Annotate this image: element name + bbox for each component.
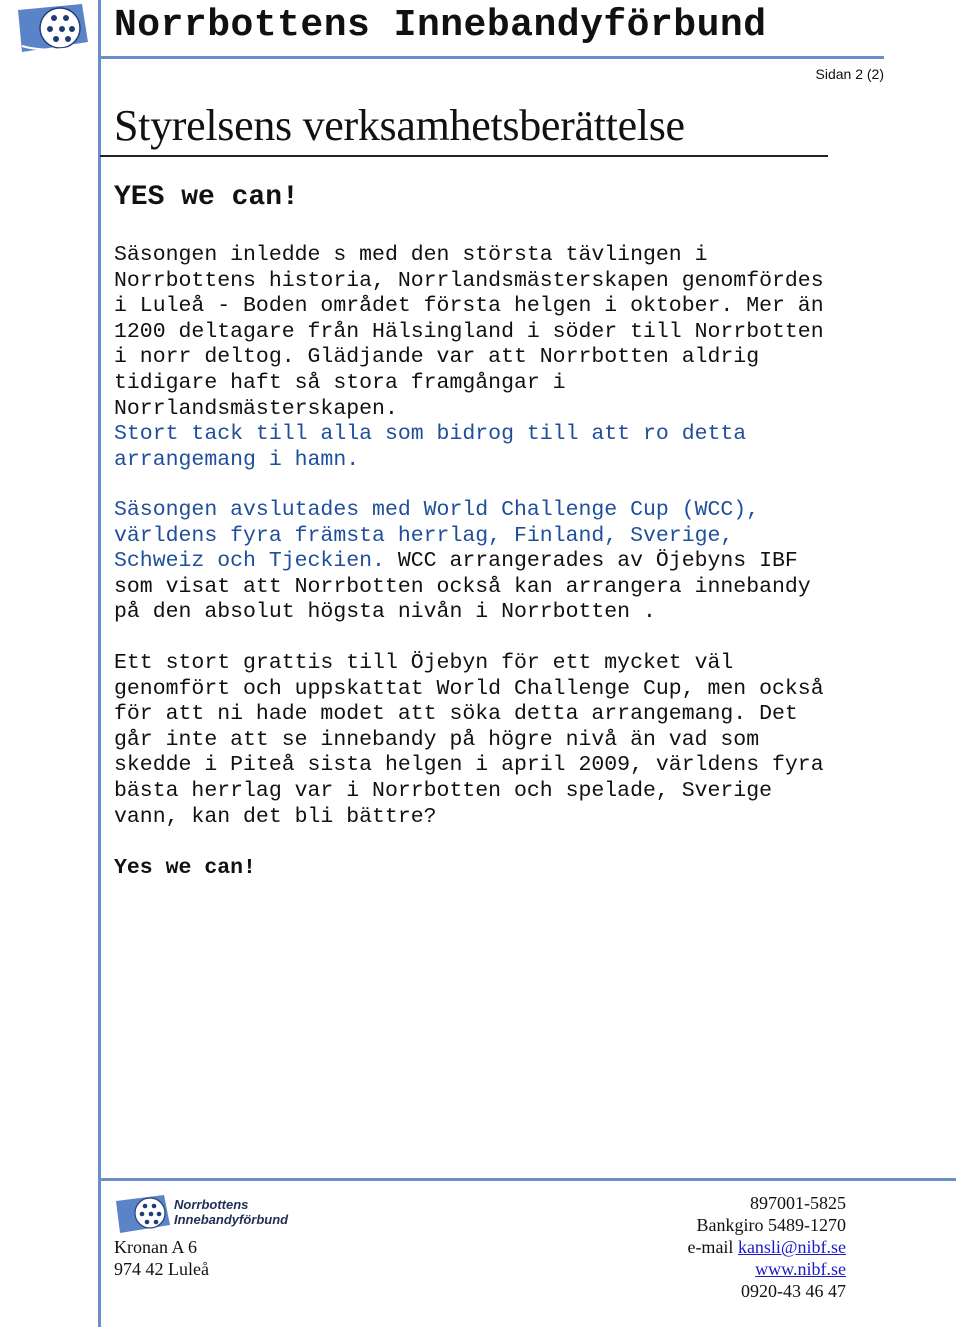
paragraph-wcc <box>114 498 874 626</box>
paragraph-thanks-text: Stort tack till alla som bidrog till att ro detta arrangemang i hamn. <box>114 422 747 472</box>
footer-logo-line2: Innebandyförbund <box>174 1212 289 1227</box>
footer-logo-line1: Norrbottens <box>174 1197 249 1212</box>
organization-title: Norrbottens Innebandyförbund <box>114 4 767 47</box>
address-street: Kronan A 6 <box>114 1237 197 1257</box>
title-underline <box>100 155 828 157</box>
paragraph-wcc-intro: Säsongen avslutades med World Challenge Cup (WCC), världens fyra främsta herrlag, Finland, Sverige, Schweiz och Tjeckien. <box>114 498 760 574</box>
email-label: e-mail <box>687 1237 738 1257</box>
paragraph-text: Säsongen inledde s med den största tävlingen i Norrbottens historia, Norrlandsmästerskapen genomfördes i Luleå - Boden området första helgen i oktober. Mer än 1200 deltagare från Hälsingland i söder till Norrbotten i norr deltog. Glädjande var att Norrbotten aldrig tidigare haft så stora framgångar i Norrlandsmästerskapen. <box>114 243 824 421</box>
paragraph-congratulations: Ett stort grattis till Öjebyn för ett mycket väl genomfört och uppskattat World Challenge Cup, men också för att ni hade modet att söka detta arrangemang. Det går inte att se innebandy på högre nivå än vad som skedde i Piteå sista helgen i april 2009, världens fyra bästa herrlag var i Norrbotten och spelade, Sverige vann, kan det bli bättre? <box>114 651 824 829</box>
federation-logo-icon <box>12 2 90 54</box>
document-title: Styrelsens verksamhetsberättelse <box>114 101 685 150</box>
left-margin-rule <box>98 0 101 1327</box>
email-link[interactable]: kansli@nibf.se <box>737 1237 846 1257</box>
page-number: Sidan 2 (2) <box>815 66 884 82</box>
paragraph-nm-season <box>114 243 874 473</box>
email-line <box>687 1236 846 1258</box>
header-rule <box>98 56 884 59</box>
address-city: 974 42 Luleå <box>114 1259 209 1279</box>
footer-logo <box>114 1193 294 1235</box>
closing-line: Yes we can! <box>114 856 256 880</box>
contact-block <box>687 1192 846 1302</box>
postal-address <box>114 1236 209 1280</box>
footer-rule <box>98 1178 956 1181</box>
bankgiro: Bankgiro 5489-1270 <box>696 1215 846 1235</box>
section-heading: YES we can! <box>114 182 299 213</box>
paragraph-wcc-organizer: WCC arrangerades av Öjebyns IBF som visat att Norrbotten också kan arrangera innebandy på den absolut högsta nivån i Norrbotten . <box>114 549 811 625</box>
org-number: 897001-5825 <box>750 1193 846 1213</box>
website-link[interactable]: www.nibf.se <box>755 1259 846 1279</box>
phone-number: 0920-43 46 47 <box>741 1281 846 1301</box>
